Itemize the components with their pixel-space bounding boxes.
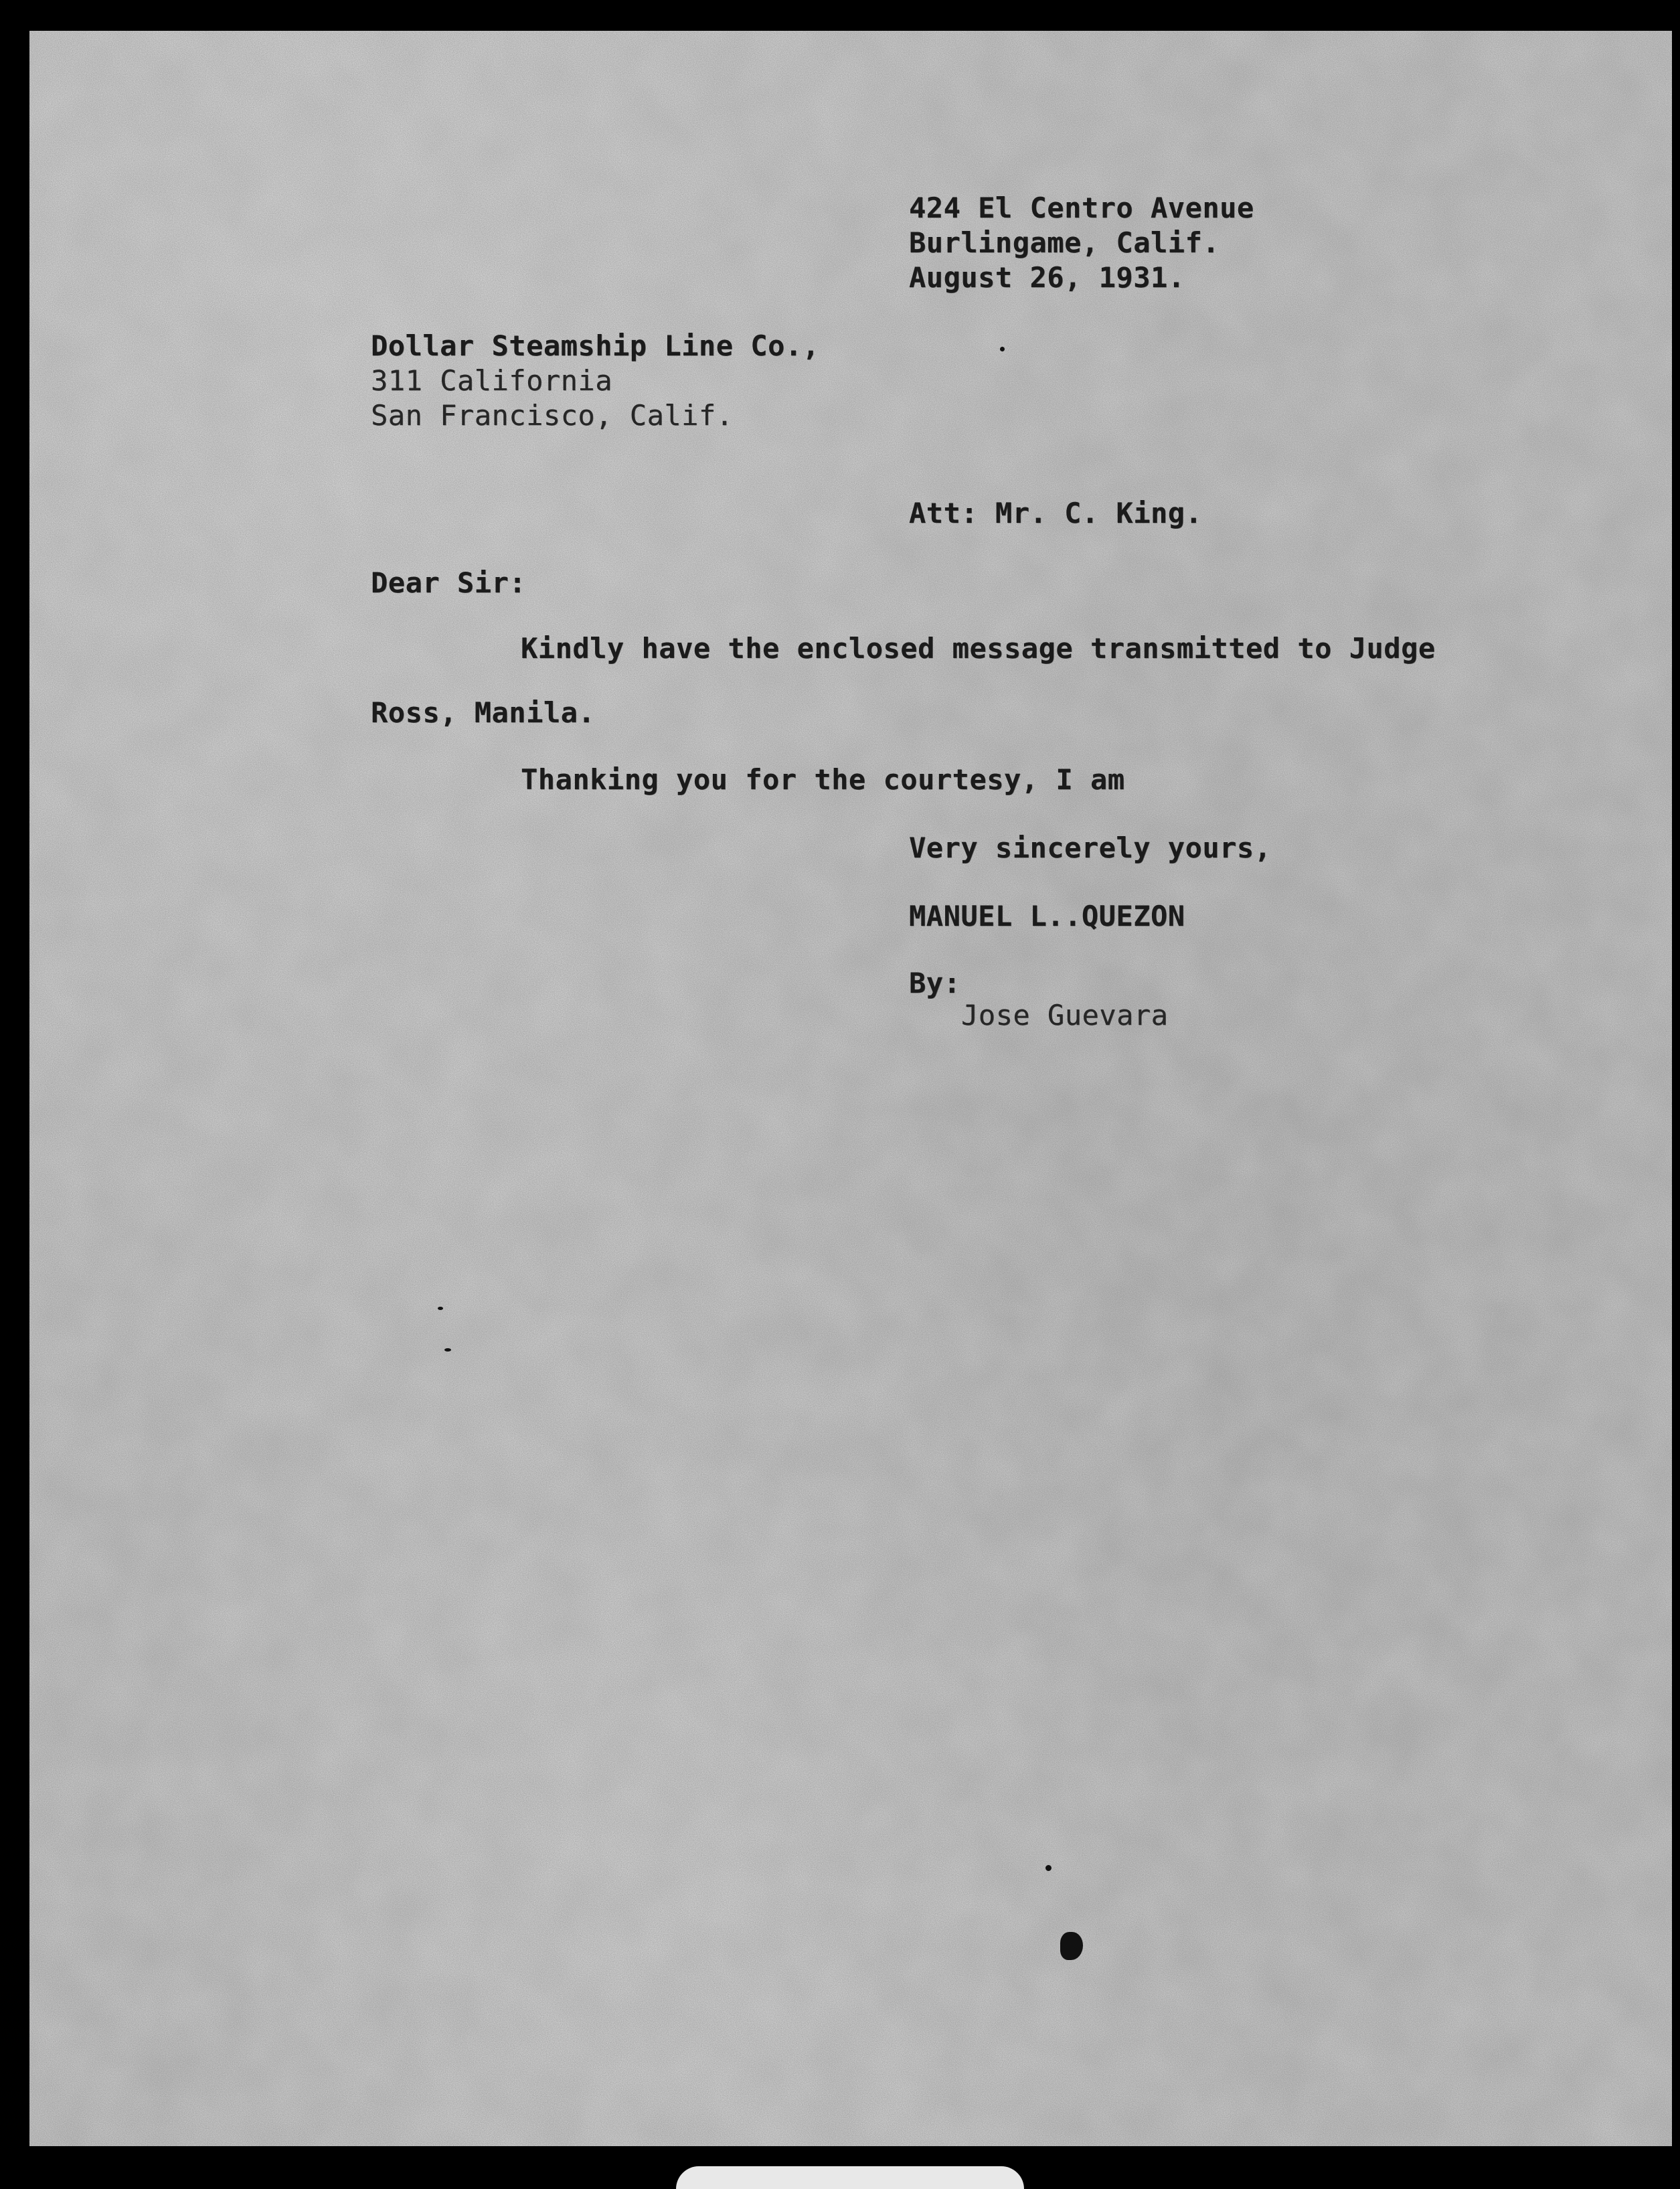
attention-line: Att: Mr. C. King. <box>909 497 1203 530</box>
letter-page <box>29 31 1672 2146</box>
paper-texture <box>29 31 1672 2146</box>
closing: Very sincerely yours, <box>909 831 1272 864</box>
letter-date: August 26, 1931. <box>909 261 1185 294</box>
ink-speck <box>1000 347 1005 351</box>
sender-street: 424 El Centro Avenue <box>909 191 1254 224</box>
ink-speck <box>444 1348 451 1352</box>
body-paragraph-1-line-2: Ross, Manila. <box>371 696 596 729</box>
recipient-name: Dollar Steamship Line Co., <box>371 329 820 362</box>
ink-speck <box>438 1307 443 1310</box>
body-paragraph-2: Thanking you for the courtesy, I am <box>521 763 1125 796</box>
sender-city: Burlingame, Calif. <box>909 226 1220 259</box>
ink-speck <box>1045 1865 1052 1871</box>
body-paragraph-1-line-1: Kindly have the enclosed message transmitted to Judge <box>521 632 1436 665</box>
scan-edge-tab <box>676 2166 1024 2189</box>
signer-name: Jose Guevara <box>961 999 1169 1032</box>
salutation: Dear Sir: <box>371 566 527 599</box>
by-label: By: <box>909 967 961 999</box>
signatory-name: MANUEL L..QUEZON <box>909 900 1185 933</box>
recipient-city: San Francisco, Calif. <box>371 399 734 432</box>
recipient-street: 311 California <box>371 364 613 397</box>
